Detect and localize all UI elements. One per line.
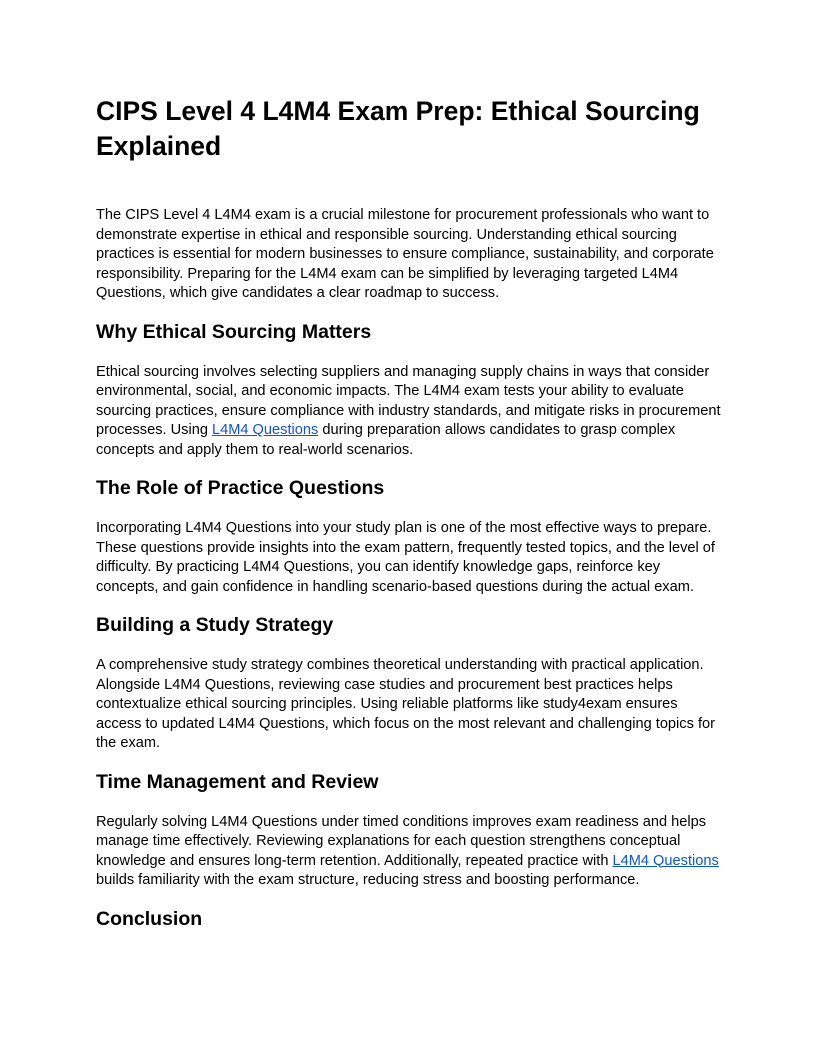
l4m4-questions-link[interactable]: L4M4 Questions bbox=[212, 422, 319, 438]
l4m4-questions-link[interactable]: L4M4 Questions bbox=[612, 852, 719, 869]
paragraph-text: builds familiarity with the exam structure, reducing stress and boosting performance. bbox=[96, 872, 640, 888]
section-heading-time-management: Time Management and Review bbox=[96, 770, 379, 793]
section-heading-building-study-strategy: Building a Study Strategy bbox=[96, 614, 334, 636]
paragraph-text: Ethical sourcing involves selecting suppliers and managing supply chains in ways that consider environmental, social, and economic impacts. The L4M4 exam tests your ability to evaluate sourcing practices, ensure compliance with industry standards, and mitigate risks in procurement processes. Using bbox=[96, 363, 721, 438]
section-paragraph-role-of-practice-questions: Incorporating L4M4 Questions into your study plan is one of the most effective ways to prepare. These questions provide insights into the exam pattern, frequently tested topics, and the level of difficulty. By practicing L4M4 Questions, you can identify knowledge gaps, reinforce key concepts, and gain confidence in handling scenario-based questions during the actual exam. bbox=[96, 520, 715, 595]
section-paragraph-why-ethical-sourcing bbox=[96, 363, 726, 461]
section-heading-conclusion: Conclusion bbox=[96, 907, 203, 930]
intro-paragraph: The CIPS Level 4 L4M4 exam is a crucial milestone for procurement professionals who want to demonstrate expertise in ethical and responsible sourcing. Understanding ethical sourcing practices is essential for modern businesses to ensure compliance, sustainability, and corporate responsibility. Preparing for the L4M4 exam can be simplified by leveraging targeted L4M4 Questions, which give candidates a clear roadmap to success. bbox=[96, 207, 714, 301]
section-heading-why-ethical-sourcing: Why Ethical Sourcing Matters bbox=[96, 320, 372, 343]
paragraph-text: during preparation allows candidates to grasp complex concepts and apply them to real-world scenarios. bbox=[96, 422, 676, 458]
section-paragraph-time-management bbox=[96, 813, 726, 891]
page-title: CIPS Level 4 L4M4 Exam Prep: Ethical Sourcing Explained bbox=[96, 96, 700, 161]
document-page bbox=[96, 94, 726, 950]
paragraph-text: Regularly solving L4M4 Questions under timed conditions improves exam readiness and helps manage time effectively. Reviewing explanations for each question strengthens conceptual knowledge and ensures long-term retention. Additionally, repeated practice with bbox=[96, 813, 707, 869]
section-paragraph-building-study-strategy: A comprehensive study strategy combines theoretical understanding with practical application. Alongside L4M4 Questions, reviewing case studies and procurement best practices helps contextualize ethical sourcing principles. Using reliable platforms like study4exam ensures access to updated L4M4 Questions, which focus on the most relevant and challenging topics for the exam. bbox=[96, 657, 715, 751]
section-heading-role-of-practice-questions: The Role of Practice Questions bbox=[96, 477, 385, 499]
